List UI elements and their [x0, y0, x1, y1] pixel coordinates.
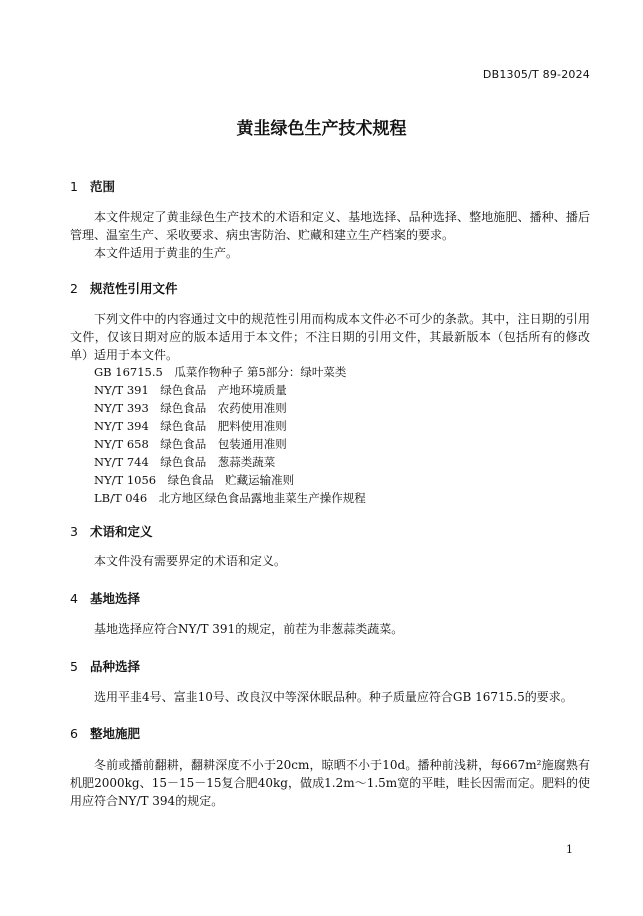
reference-item: NY/T 1056 绿色食品 贮藏运输准则 [94, 473, 295, 487]
section-heading-normative-references [70, 279, 178, 297]
paragraph: 本文件没有需要界定的术语和定义。 [94, 554, 287, 568]
section-number: 5 [70, 659, 78, 674]
reference-item: NY/T 658 绿色食品 包装通用准则 [94, 437, 287, 451]
paragraph: 选用平韭4号、富韭10号、改良汉中等深休眠品种。种子质量应符合GB 16715.5的要求。 [94, 690, 573, 704]
section-title: 范围 [90, 179, 116, 194]
section-heading-soil-fertilization [70, 724, 140, 742]
paragraph: 冬前或播前翻耕，翻耕深度不小于20cm，晾晒不小于10d。播种前浅耕，每667m²施腐熟有机肥2000kg、15－15－15复合肥40kg，做成1.2m～1.5m宽的平畦，畦长因需而定。肥料的使用应符合NY/T 394的规定。 [70, 758, 590, 808]
reference-item: NY/T 744 绿色食品 葱蒜类蔬菜 [94, 455, 276, 469]
reference-item: NY/T 394 绿色食品 肥料使用准则 [94, 419, 287, 433]
section-title: 品种选择 [90, 659, 141, 674]
section-heading-scope [70, 177, 115, 195]
section-number: 6 [70, 726, 78, 741]
section-title: 规范性引用文件 [90, 281, 178, 296]
section-number: 2 [70, 281, 78, 296]
section-title: 整地施肥 [90, 726, 141, 741]
paragraph: 本文件规定了黄韭绿色生产技术的术语和定义、基地选择、品种选择、整地施肥、播种、播后管理、温室生产、采收要求、病虫害防治、贮藏和建立生产档案的要求。 [70, 210, 590, 242]
document-title: 黄韭绿色生产技术规程 [236, 119, 407, 139]
paragraph: 本文件适用于黄韭的生产。 [94, 246, 239, 260]
paragraph: 下列文件中的内容通过文中的规范性引用而构成本文件必不可少的条款。其中，注日期的引用文件，仅该日期对应的版本适用于本文件；不注日期的引用文件，其最新版本（包括所有的修改单）适用于本文件。 [70, 312, 590, 362]
reference-item: LB/T 046 北方地区绿色食品露地韭菜生产操作规程 [94, 491, 366, 505]
section-number: 1 [70, 179, 78, 194]
section-heading-terms [70, 522, 153, 540]
reference-item: GB 16715.5 瓜菜作物种子 第5部分：绿叶菜类 [94, 365, 347, 379]
section-heading-variety-selection [70, 657, 140, 675]
section-number: 3 [70, 524, 78, 539]
page-number: 1 [566, 843, 573, 856]
reference-item: NY/T 393 绿色食品 农药使用准则 [94, 401, 287, 415]
section-heading-base-selection [70, 589, 140, 607]
section-number: 4 [70, 591, 78, 606]
section-title: 术语和定义 [90, 524, 153, 539]
paragraph: 基地选择应符合NY/T 391的规定，前茬为非葱蒜类蔬菜。 [94, 622, 404, 636]
document-code: DB1305/T 89-2024 [482, 68, 590, 81]
section-title: 基地选择 [90, 591, 141, 606]
reference-item: NY/T 391 绿色食品 产地环境质量 [94, 383, 287, 397]
